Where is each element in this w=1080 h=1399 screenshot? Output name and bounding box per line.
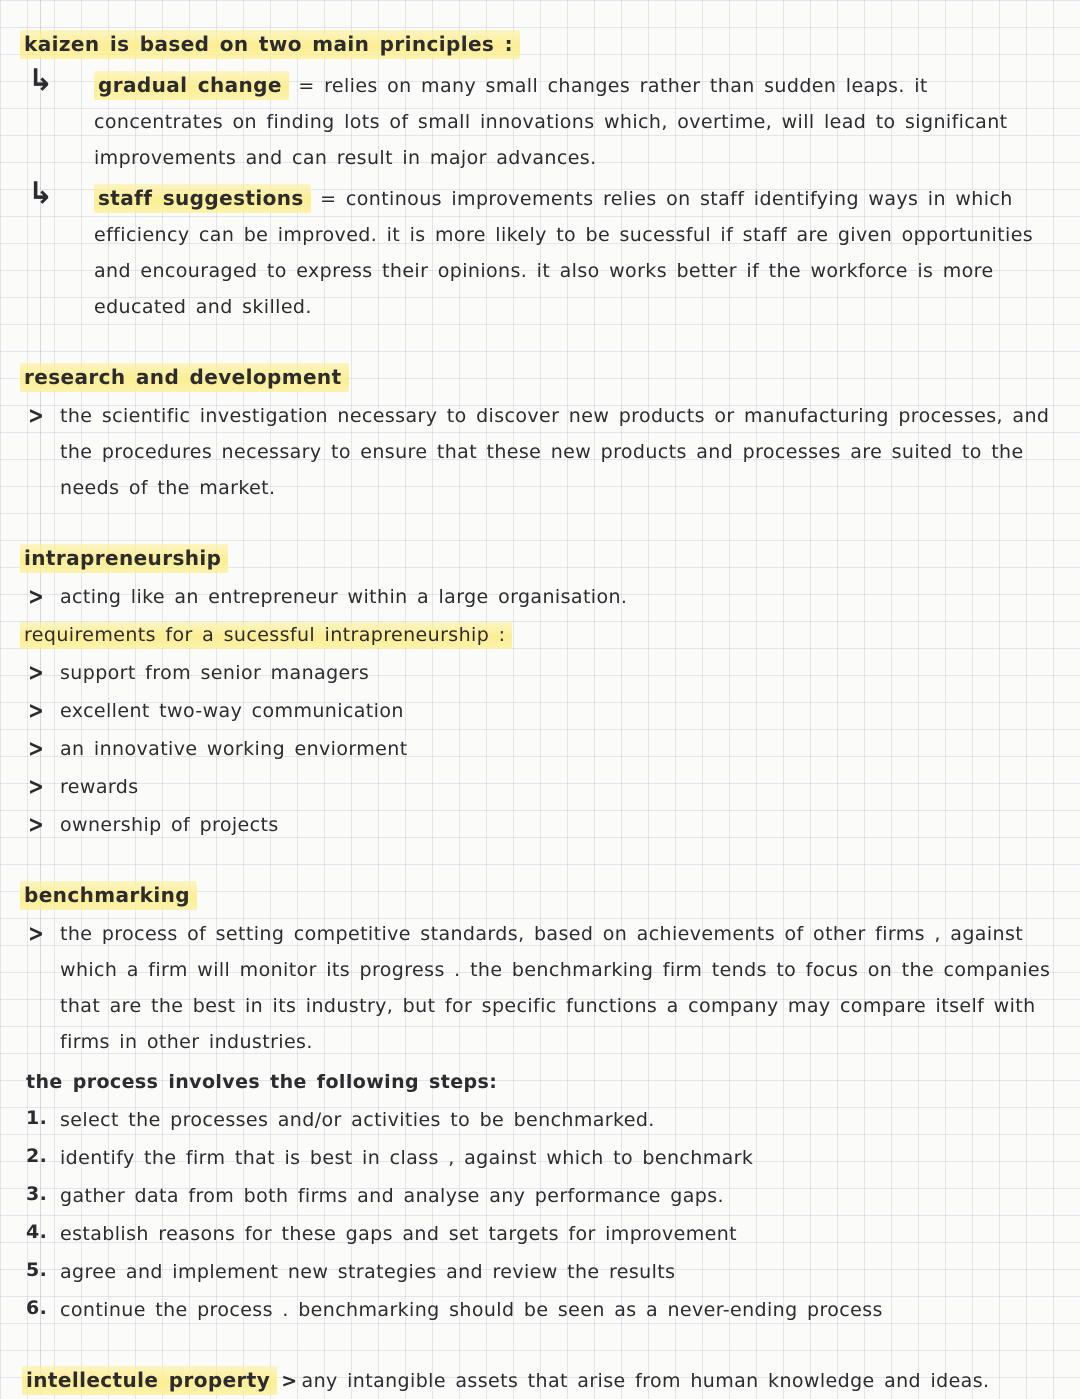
requirement-item <box>20 731 1062 767</box>
bullet-icon: > <box>28 402 45 430</box>
requirement-text: excellent two-way communication <box>60 700 404 722</box>
bullet-icon: > <box>28 697 45 725</box>
intrapreneurship-definition <box>20 579 1062 615</box>
bullet-icon: > <box>28 659 45 687</box>
kaizen-title: kaizen is based on two main principles : <box>20 30 520 59</box>
kaizen-point-text <box>94 180 1062 325</box>
step-text: select the processes and/or activities to be benchmarked. <box>60 1109 655 1131</box>
step-text: gather data from both firms and analyse any performance gaps. <box>60 1185 724 1207</box>
step-number: 2. <box>26 1145 48 1167</box>
requirement-item <box>20 769 1062 805</box>
section-kaizen <box>20 26 1062 325</box>
section-intellectual-property <box>20 1362 1062 1399</box>
intrapreneurship-subtitle-line <box>20 617 1062 653</box>
bullet-icon: > <box>28 735 45 763</box>
requirement-item <box>20 693 1062 729</box>
step-text: identify the firm that is best in class , against which to benchmark <box>60 1147 754 1169</box>
step-number: 5. <box>26 1259 48 1281</box>
step-item <box>20 1254 1062 1290</box>
ip-line <box>20 1362 1062 1399</box>
kaizen-point-staff-suggestions <box>20 176 1062 325</box>
step-number: 3. <box>26 1183 48 1205</box>
step-item <box>20 1292 1062 1328</box>
requirement-text: ownership of projects <box>60 814 279 836</box>
bullet-icon: > <box>28 773 45 801</box>
branch-arrow-icon: ↳ <box>28 176 54 211</box>
rnd-title: research and development <box>20 363 349 392</box>
step-number: 6. <box>26 1297 48 1319</box>
intrapreneurship-definition-text: acting like an entrepreneur within a large organisation. <box>60 586 628 608</box>
branch-arrow-icon: ↳ <box>28 63 54 98</box>
bullet-icon: > <box>281 1370 298 1392</box>
benchmarking-title: benchmarking <box>20 881 197 910</box>
intrapreneurship-title-line <box>20 540 1062 577</box>
benchmarking-title-line <box>20 877 1062 914</box>
kaizen-point-text <box>94 67 1062 176</box>
intrapreneurship-title: intrapreneurship <box>20 544 228 573</box>
step-text: agree and implement new strategies and review the results <box>60 1261 676 1283</box>
step-number: 4. <box>26 1221 48 1243</box>
benchmarking-definition <box>20 916 1062 1060</box>
rnd-definition <box>20 398 1062 506</box>
bullet-icon: > <box>28 811 45 839</box>
kaizen-body: = relies on many small changes rather than sudden leaps. it concentrates on finding lots of small innovations which, overtime, will lead to significant improvements and can result in major advances. <box>94 75 1008 169</box>
step-text: continue the process . benchmarking should be seen as a never-ending process <box>60 1299 883 1321</box>
rnd-definition-text: the scientific investigation necessary to discover new products or manufacturing processes, and the procedures necessary to ensure that these new products and processes are suited to the needs of the market. <box>60 405 1050 499</box>
intrapreneurship-subtitle: requirements for a sucessful intrapreneurship : <box>20 622 512 649</box>
step-item <box>20 1178 1062 1214</box>
section-intrapreneurship <box>20 540 1062 843</box>
requirement-text: support from senior managers <box>60 662 370 684</box>
section-benchmarking <box>20 877 1062 1328</box>
requirement-text: rewards <box>60 776 139 798</box>
bullet-icon: > <box>28 583 45 611</box>
kaizen-term: staff suggestions <box>94 184 311 213</box>
kaizen-body: = continous improvements relies on staff identifying ways in which efficiency can be improved. it is more likely to be sucessful if staff are given opportunities and encouraged to express their opinions. it also works better if the workforce is more educated and skilled. <box>94 188 1034 318</box>
requirement-item <box>20 807 1062 843</box>
step-item <box>20 1140 1062 1176</box>
section-research-development <box>20 359 1062 506</box>
rnd-title-line <box>20 359 1062 396</box>
kaizen-point-gradual-change <box>20 63 1062 176</box>
benchmarking-definition-text: the process of setting competitive standards, based on achievements of other firms , against which a firm will monitor its progress . the benchmarking firm tends to focus on the companies that are the best in its industry, but for specific functions a company may compare itself with firms in other industries. <box>60 923 1051 1053</box>
ip-term: intellectule property <box>22 1366 277 1395</box>
step-number: 1. <box>26 1107 48 1129</box>
requirement-item <box>20 655 1062 691</box>
benchmarking-steps-intro: the process involves the following steps: <box>26 1071 498 1093</box>
requirement-text: an innovative working enviorment <box>60 738 408 760</box>
kaizen-term: gradual change <box>94 71 289 100</box>
step-item <box>20 1102 1062 1138</box>
bullet-icon: > <box>28 920 45 948</box>
ip-definition: any intangible assets that arise from human knowledge and ideas. <box>301 1370 990 1392</box>
step-text: establish reasons for these gaps and set targets for improvement <box>60 1223 738 1245</box>
kaizen-title-line <box>20 26 1062 63</box>
step-item <box>20 1216 1062 1252</box>
